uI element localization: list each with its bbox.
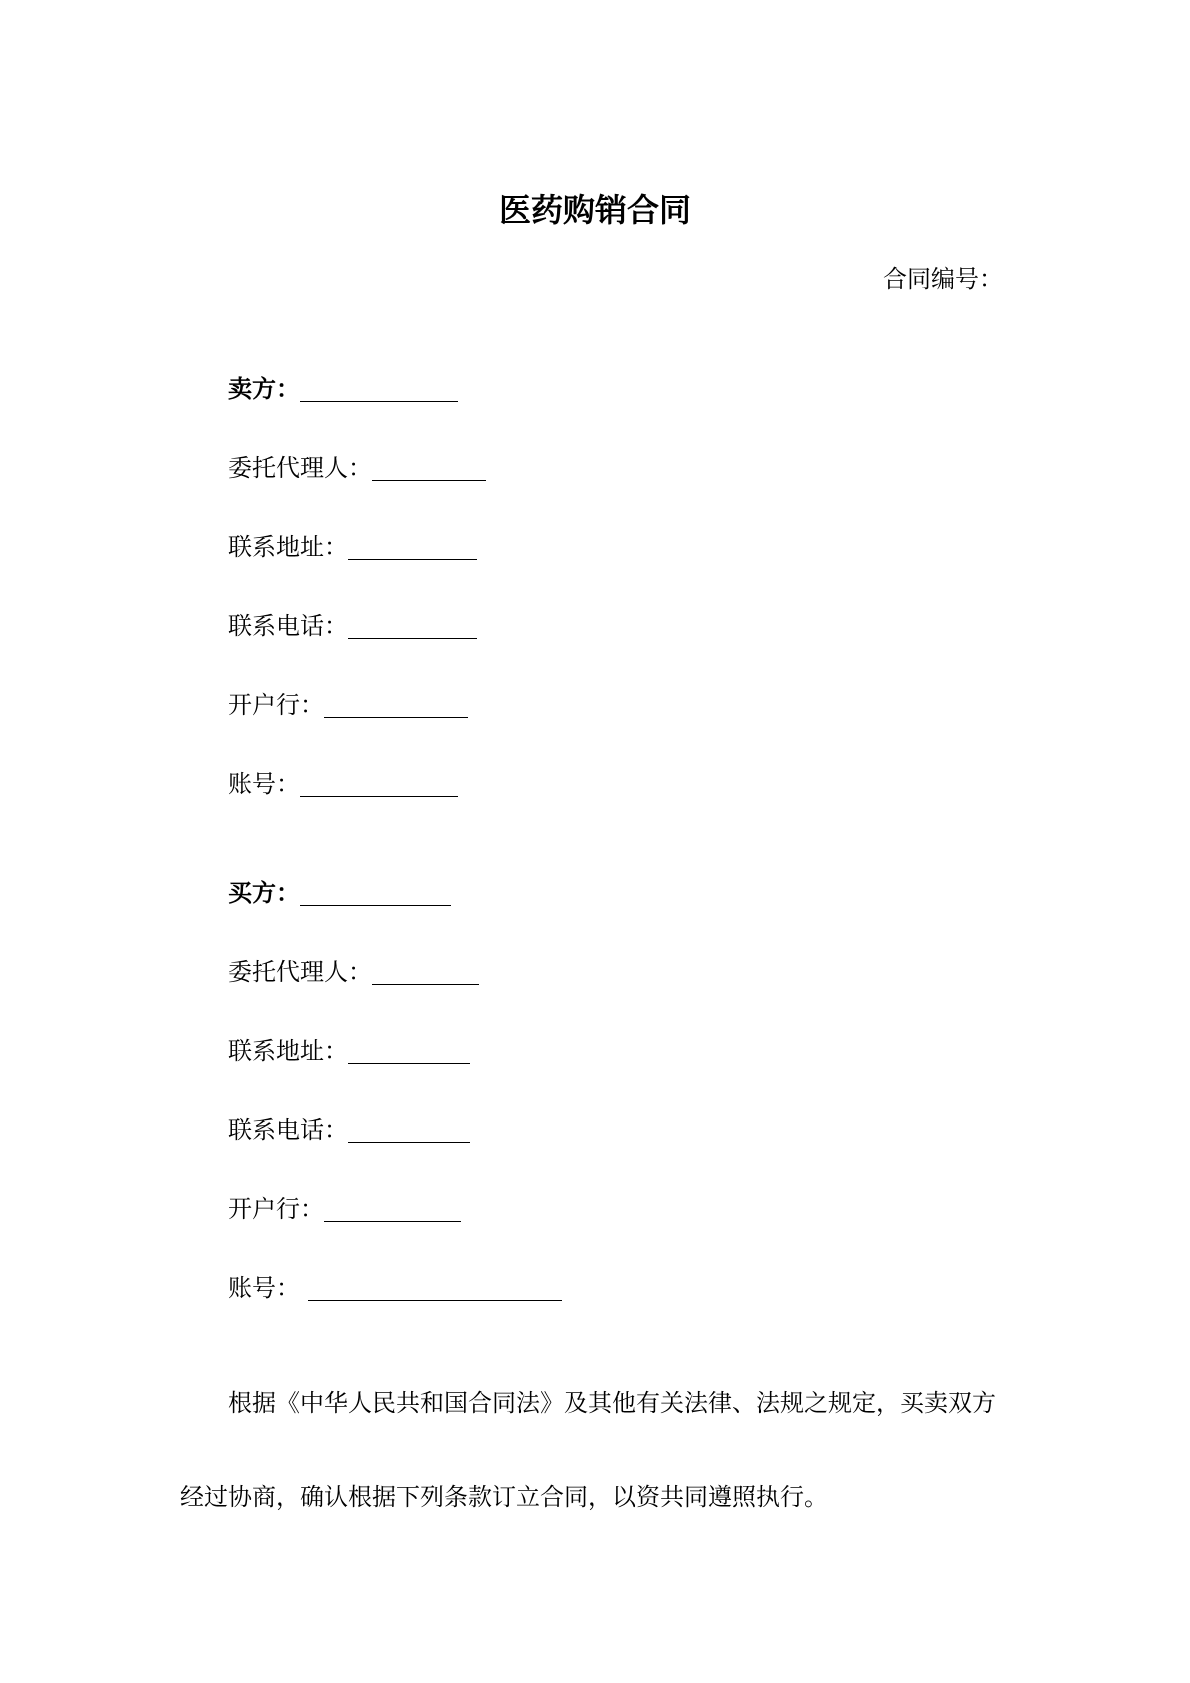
buyer-agent-blank[interactable]	[372, 960, 479, 985]
seller-name-blank[interactable]	[300, 377, 458, 402]
intro-paragraph-line2: 经过协商，确认根据下列条款订立合同，以资共同遵照执行。	[180, 1483, 828, 1511]
buyer-account-label: 账号：	[228, 1274, 300, 1302]
seller-address-label: 联系地址：	[228, 533, 348, 561]
seller-account-row	[228, 769, 458, 799]
seller-address-row	[228, 532, 477, 562]
seller-phone-blank[interactable]	[348, 614, 477, 639]
seller-agent-row	[228, 453, 486, 483]
seller-address-blank[interactable]	[348, 535, 477, 560]
buyer-row	[228, 878, 451, 908]
seller-bank-label: 开户行：	[228, 691, 324, 719]
buyer-account-row	[228, 1273, 562, 1303]
buyer-phone-blank[interactable]	[348, 1118, 470, 1143]
buyer-account-blank[interactable]	[308, 1276, 562, 1301]
buyer-bank-row	[228, 1194, 461, 1224]
seller-agent-label: 委托代理人：	[228, 454, 372, 482]
seller-agent-blank[interactable]	[372, 456, 486, 481]
buyer-address-blank[interactable]	[348, 1039, 470, 1064]
buyer-address-row	[228, 1036, 470, 1066]
seller-bank-blank[interactable]	[324, 693, 468, 718]
buyer-agent-label: 委托代理人：	[228, 958, 372, 986]
buyer-agent-row	[228, 957, 479, 987]
buyer-phone-label: 联系电话：	[228, 1116, 348, 1144]
buyer-heading: 买方：	[228, 879, 300, 907]
seller-account-label: 账号：	[228, 770, 300, 798]
seller-phone-label: 联系电话：	[228, 612, 348, 640]
buyer-bank-blank[interactable]	[324, 1197, 461, 1222]
seller-row	[228, 374, 458, 404]
seller-account-blank[interactable]	[300, 772, 458, 797]
seller-phone-row	[228, 611, 477, 641]
contract-number-label: 合同编号：	[883, 265, 1003, 293]
seller-heading: 卖方：	[228, 375, 300, 403]
buyer-name-blank[interactable]	[300, 881, 451, 906]
document-title: 医药购销合同	[498, 191, 691, 229]
seller-bank-row	[228, 690, 468, 720]
buyer-address-label: 联系地址：	[228, 1037, 348, 1065]
buyer-bank-label: 开户行：	[228, 1195, 324, 1223]
intro-paragraph-line1: 根据《中华人民共和国合同法》及其他有关法律、法规之规定，买卖双方	[228, 1389, 996, 1417]
buyer-phone-row	[228, 1115, 470, 1145]
